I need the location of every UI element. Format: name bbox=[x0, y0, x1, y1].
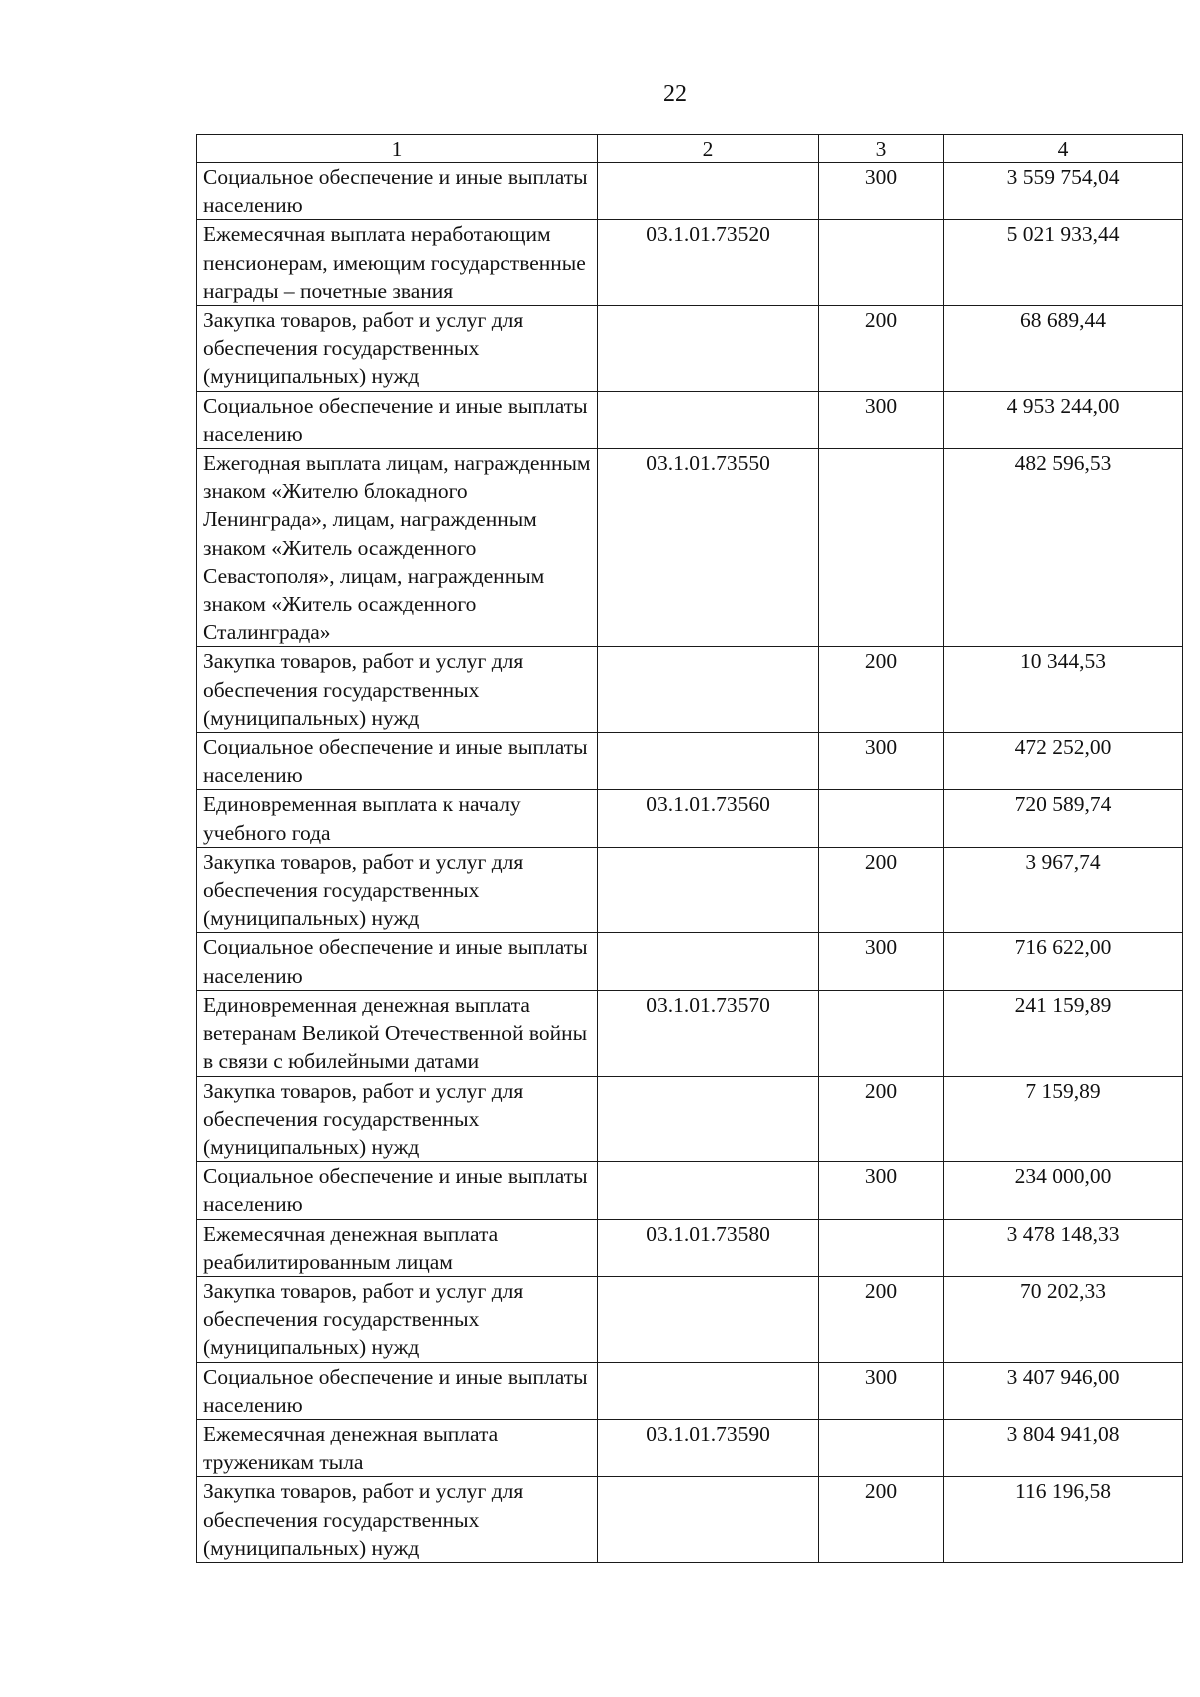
row-name-cell: Социальное обеспечение и иные выплаты населению bbox=[197, 933, 598, 990]
row-code-cell: 03.1.01.73580 bbox=[598, 1219, 819, 1276]
row-type-cell: 200 bbox=[819, 306, 944, 392]
row-type-cell bbox=[819, 449, 944, 647]
header-row bbox=[197, 135, 1183, 163]
row-code-cell bbox=[598, 1362, 819, 1419]
table-row bbox=[197, 1276, 1183, 1362]
row-name-cell: Социальное обеспечение и иные выплаты населению bbox=[197, 163, 598, 220]
table-row bbox=[197, 163, 1183, 220]
row-amount-cell: 5 021 933,44 bbox=[944, 220, 1183, 306]
row-code-cell bbox=[598, 306, 819, 392]
row-name-cell: Закупка товаров, работ и услуг для обеспечения государственных (муниципальных) нужд bbox=[197, 306, 598, 392]
table-row bbox=[197, 1419, 1183, 1476]
row-name-cell: Ежегодная выплата лицам, награжденным знаком «Жителю блокадного Ленинграда», лицам, награжденным знаком «Житель осажденного Севастополя», лицам, награжденным знаком «Житель осажденного Сталинграда» bbox=[197, 449, 598, 647]
row-code-cell bbox=[598, 391, 819, 448]
row-amount-cell: 234 000,00 bbox=[944, 1162, 1183, 1219]
row-name-cell: Ежемесячная денежная выплата реабилитированным лицам bbox=[197, 1219, 598, 1276]
row-type-cell: 200 bbox=[819, 1276, 944, 1362]
row-amount-cell: 116 196,58 bbox=[944, 1477, 1183, 1563]
row-amount-cell: 70 202,33 bbox=[944, 1276, 1183, 1362]
budget-table bbox=[196, 134, 1183, 1563]
row-amount-cell: 3 478 148,33 bbox=[944, 1219, 1183, 1276]
table-row bbox=[197, 1362, 1183, 1419]
row-type-cell: 300 bbox=[819, 733, 944, 790]
row-amount-cell: 472 252,00 bbox=[944, 733, 1183, 790]
table-body bbox=[197, 163, 1183, 1563]
row-name-cell: Закупка товаров, работ и услуг для обеспечения государственных (муниципальных) нужд bbox=[197, 1076, 598, 1162]
column-header-3: 3 bbox=[819, 135, 944, 163]
row-code-cell bbox=[598, 647, 819, 733]
row-amount-cell: 3 804 941,08 bbox=[944, 1419, 1183, 1476]
row-name-cell: Социальное обеспечение и иные выплаты населению bbox=[197, 733, 598, 790]
row-name-cell: Единовременная выплата к началу учебного года bbox=[197, 790, 598, 847]
row-amount-cell: 4 953 244,00 bbox=[944, 391, 1183, 448]
row-name-cell: Закупка товаров, работ и услуг для обеспечения государственных (муниципальных) нужд bbox=[197, 647, 598, 733]
row-amount-cell: 68 689,44 bbox=[944, 306, 1183, 392]
row-code-cell bbox=[598, 163, 819, 220]
row-type-cell: 300 bbox=[819, 933, 944, 990]
row-type-cell bbox=[819, 990, 944, 1076]
row-name-cell: Социальное обеспечение и иные выплаты населению bbox=[197, 1162, 598, 1219]
row-type-cell: 200 bbox=[819, 1076, 944, 1162]
table-row bbox=[197, 1219, 1183, 1276]
row-type-cell bbox=[819, 220, 944, 306]
row-code-cell bbox=[598, 1162, 819, 1219]
row-code-cell bbox=[598, 933, 819, 990]
table-row bbox=[197, 990, 1183, 1076]
table-header bbox=[197, 135, 1183, 163]
row-name-cell: Закупка товаров, работ и услуг для обеспечения государственных (муниципальных) нужд bbox=[197, 847, 598, 933]
row-code-cell: 03.1.01.73560 bbox=[598, 790, 819, 847]
row-type-cell: 300 bbox=[819, 1362, 944, 1419]
row-code-cell: 03.1.01.73590 bbox=[598, 1419, 819, 1476]
row-type-cell bbox=[819, 790, 944, 847]
table-row bbox=[197, 1477, 1183, 1563]
row-code-cell bbox=[598, 1276, 819, 1362]
column-header-2: 2 bbox=[598, 135, 819, 163]
row-amount-cell: 10 344,53 bbox=[944, 647, 1183, 733]
table-row bbox=[197, 733, 1183, 790]
row-name-cell: Ежемесячная денежная выплата труженикам тыла bbox=[197, 1419, 598, 1476]
row-code-cell: 03.1.01.73520 bbox=[598, 220, 819, 306]
table-row bbox=[197, 790, 1183, 847]
table-row bbox=[197, 220, 1183, 306]
table-row bbox=[197, 647, 1183, 733]
row-name-cell: Ежемесячная выплата неработающим пенсионерам, имеющим государственные награды – почетные звания bbox=[197, 220, 598, 306]
row-name-cell: Закупка товаров, работ и услуг для обеспечения государственных (муниципальных) нужд bbox=[197, 1477, 598, 1563]
row-code-cell: 03.1.01.73550 bbox=[598, 449, 819, 647]
table-row bbox=[197, 1076, 1183, 1162]
row-code-cell bbox=[598, 1076, 819, 1162]
row-amount-cell: 720 589,74 bbox=[944, 790, 1183, 847]
row-type-cell: 300 bbox=[819, 1162, 944, 1219]
row-amount-cell: 3 407 946,00 bbox=[944, 1362, 1183, 1419]
row-amount-cell: 3 559 754,04 bbox=[944, 163, 1183, 220]
row-name-cell: Социальное обеспечение и иные выплаты населению bbox=[197, 391, 598, 448]
table-row bbox=[197, 933, 1183, 990]
row-code-cell: 03.1.01.73570 bbox=[598, 990, 819, 1076]
table-row bbox=[197, 1162, 1183, 1219]
table-row bbox=[197, 449, 1183, 647]
row-amount-cell: 482 596,53 bbox=[944, 449, 1183, 647]
row-type-cell: 200 bbox=[819, 647, 944, 733]
table-row bbox=[197, 847, 1183, 933]
table-row bbox=[197, 306, 1183, 392]
row-name-cell: Социальное обеспечение и иные выплаты населению bbox=[197, 1362, 598, 1419]
row-type-cell bbox=[819, 1219, 944, 1276]
row-name-cell: Закупка товаров, работ и услуг для обеспечения государственных (муниципальных) нужд bbox=[197, 1276, 598, 1362]
column-header-4: 4 bbox=[944, 135, 1183, 163]
row-type-cell: 300 bbox=[819, 163, 944, 220]
row-type-cell: 200 bbox=[819, 1477, 944, 1563]
table-row bbox=[197, 391, 1183, 448]
row-code-cell bbox=[598, 733, 819, 790]
row-amount-cell: 7 159,89 bbox=[944, 1076, 1183, 1162]
row-type-cell bbox=[819, 1419, 944, 1476]
row-type-cell: 200 bbox=[819, 847, 944, 933]
row-type-cell: 300 bbox=[819, 391, 944, 448]
row-code-cell bbox=[598, 847, 819, 933]
row-name-cell: Единовременная денежная выплата ветеранам Великой Отечественной войны в связи с юбилейными датами bbox=[197, 990, 598, 1076]
row-amount-cell: 241 159,89 bbox=[944, 990, 1183, 1076]
row-code-cell bbox=[598, 1477, 819, 1563]
page-number: 22 bbox=[663, 81, 687, 107]
row-amount-cell: 3 967,74 bbox=[944, 847, 1183, 933]
row-amount-cell: 716 622,00 bbox=[944, 933, 1183, 990]
column-header-1: 1 bbox=[197, 135, 598, 163]
